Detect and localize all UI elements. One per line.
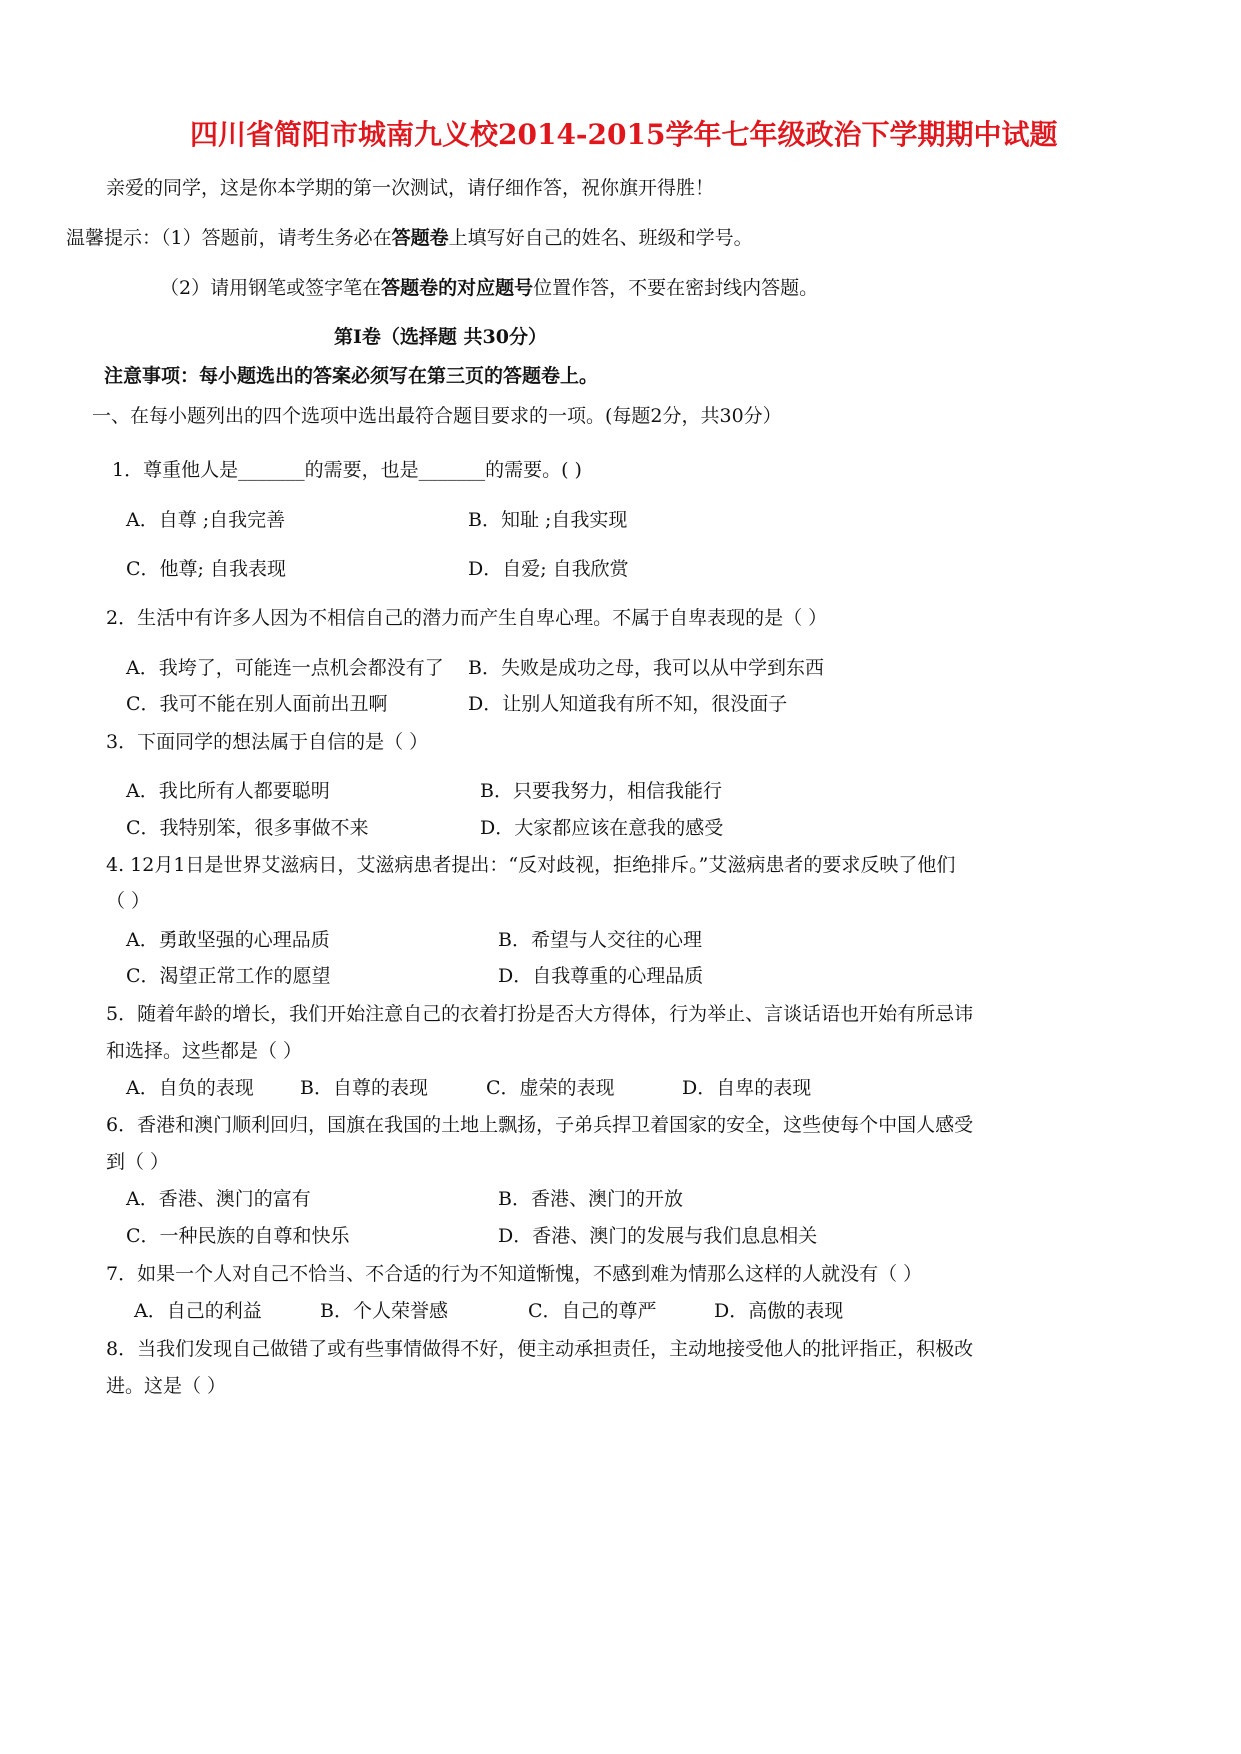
tip-2-suffix: 位置作答，不要在密封线内答题。	[533, 277, 819, 299]
question-2-option-d: D．让别人知道我有所不知，很没面子	[468, 693, 788, 715]
question-5-option-b: B．自尊的表现	[300, 1077, 428, 1099]
tip-2	[160, 276, 818, 300]
question-5-stem-line-1: 5．随着年龄的增长，我们开始注意自己的衣着打扮是否大方得体，行为举止、言谈话语也开始有所忌讳	[106, 1003, 974, 1025]
question-6-option-c: C．一种民族的自尊和快乐	[126, 1225, 350, 1247]
question-7-option-b: B．个人荣誉感	[320, 1300, 448, 1322]
tip-1-suffix: 上填写好自己的姓名、班级和学号。	[448, 227, 753, 249]
question-4-option-c: C．渴望正常工作的愿望	[126, 965, 331, 987]
question-5-option-a: A．自负的表现	[126, 1077, 254, 1099]
question-7-option-d: D．高傲的表现	[714, 1300, 844, 1322]
question-3-option-c: C．我特别笨，很多事做不来	[126, 817, 369, 839]
question-3-stem: 3．下面同学的想法属于自信的是（ ）	[106, 731, 429, 753]
question-2-option-c: C．我可不能在别人面前出丑啊	[126, 693, 388, 715]
question-8-stem-line-2: 进。这是（ ）	[106, 1375, 227, 1397]
question-4-stem-line-2: （ ）	[106, 890, 151, 912]
question-7-stem: 7．如果一个人对自己不恰当、不合适的行为不知道惭愧，不感到难为情那么这样的人就没有（ ）	[106, 1263, 923, 1285]
question-2-option-a: A．我垮了，可能连一点机会都没有了	[126, 657, 444, 679]
question-4-stem-line-1: 4. 12月1日是世界艾滋病日，艾滋病患者提出：“反对歧视，拒绝排斥。”艾滋病患者的要求反映了他们	[106, 854, 956, 876]
question-2-option-b: B．失败是成功之母，我可以从中学到东西	[468, 657, 824, 679]
question-1-stem: 1．尊重他人是_______的需要，也是_______的需要。( )	[112, 459, 582, 481]
question-1-option-a: A．自尊 ;自我完善	[126, 509, 286, 531]
page-title: 四川省简阳市城南九义校2014-2015学年七年级政治下学期期中试题	[190, 118, 1058, 151]
tip-1-emphasis: 答题卷	[391, 227, 449, 249]
question-7-option-c: C．自己的尊严	[528, 1300, 657, 1322]
question-5-stem-line-2: 和选择。这些都是（ ）	[106, 1040, 303, 1062]
question-6-option-a: A．香港、澳门的富有	[126, 1188, 311, 1210]
question-1-option-d: D．自爱; 自我欣赏	[468, 558, 629, 580]
section-heading: 第Ⅰ卷（选择题 共30分）	[334, 326, 547, 348]
question-1-option-b: B．知耻 ;自我实现	[468, 509, 628, 531]
question-6-option-b: B．香港、澳门的开放	[498, 1188, 683, 1210]
question-5-option-c: C．虚荣的表现	[486, 1077, 615, 1099]
question-6-option-d: D．香港、澳门的发展与我们息息相关	[498, 1225, 818, 1247]
notice-text: 注意事项：每小题选出的答案必须写在第三页的答题卷上。	[104, 365, 599, 387]
question-4-option-d: D．自我尊重的心理品质	[498, 965, 704, 987]
question-8-stem-line-1: 8．当我们发现自己做错了或有些事情做得不好，便主动承担责任，主动地接受他人的批评指正，积极改	[106, 1338, 974, 1360]
question-6-stem-line-1: 6．香港和澳门顺利回归，国旗在我国的土地上飘扬，子弟兵捍卫着国家的安全，这些使每个中国人感受	[106, 1114, 974, 1136]
question-3-option-d: D．大家都应该在意我的感受	[480, 817, 724, 839]
question-5-option-d: D．自卑的表现	[682, 1077, 812, 1099]
tip-2-emphasis: 答题卷的对应题号	[381, 277, 534, 299]
greeting-text: 亲爱的同学，这是你本学期的第一次测试，请仔细作答，祝你旗开得胜！	[106, 177, 715, 199]
tip-1-prefix: 温馨提示：（1）答题前，请考生务必在	[66, 227, 392, 249]
question-4-option-a: A．勇敢坚强的心理品质	[126, 929, 330, 951]
question-3-option-b: B．只要我努力，相信我能行	[480, 780, 722, 802]
tip-1	[66, 226, 753, 250]
question-1-option-c: C．他尊; 自我表现	[126, 558, 286, 580]
question-7-option-a: A．自己的利益	[134, 1300, 262, 1322]
question-2-stem: 2．生活中有许多人因为不相信自己的潜力而产生自卑心理。不属于自卑表现的是（ ）	[106, 607, 828, 629]
question-6-stem-line-2: 到（ ）	[106, 1151, 170, 1173]
question-3-option-a: A．我比所有人都要聪明	[126, 780, 330, 802]
tip-2-prefix: （2）请用钢笔或签字笔在	[160, 277, 382, 299]
instruction-text: 一、在每小题列出的四个选项中选出最符合题目要求的一项。(每题2分，共30分）	[92, 405, 782, 427]
question-4-option-b: B．希望与人交往的心理	[498, 929, 702, 951]
